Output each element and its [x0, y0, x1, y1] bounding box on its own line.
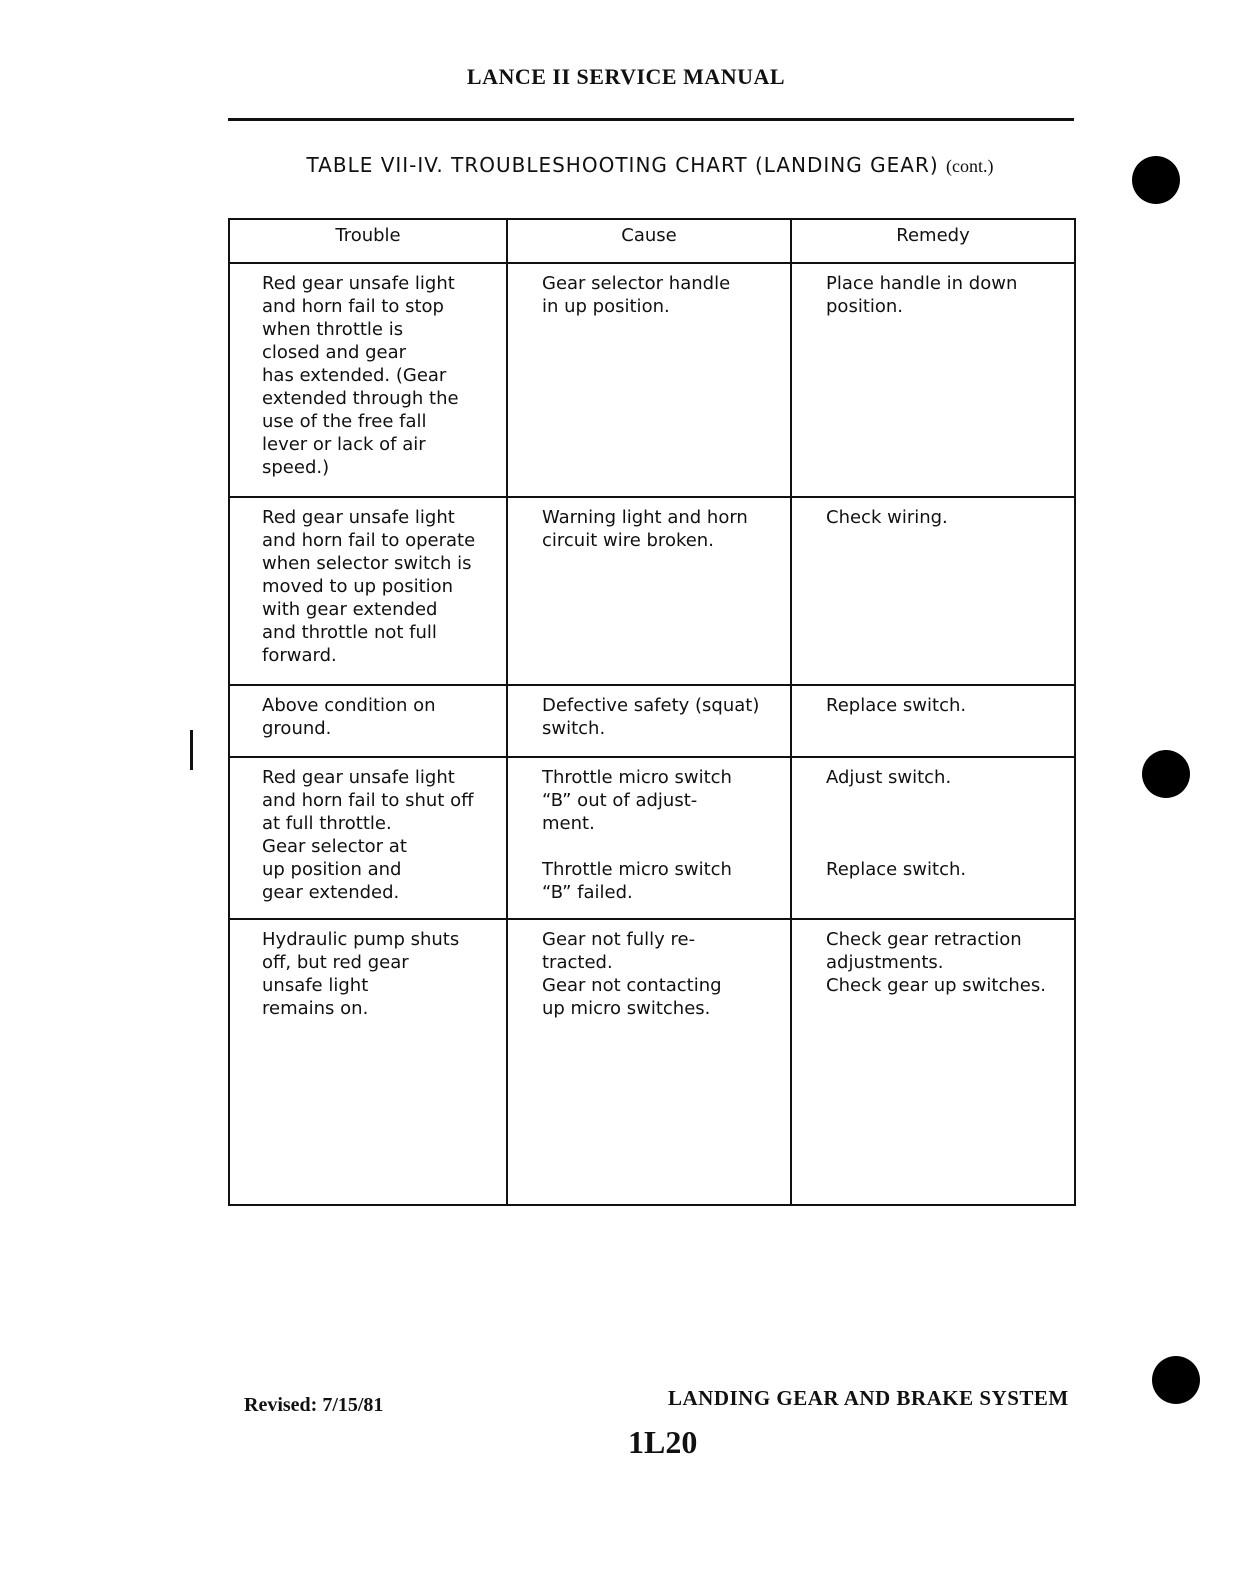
cause-cell: [507, 757, 791, 919]
cause-cell: [507, 497, 791, 685]
table-row: [229, 497, 1075, 685]
page-number: 1L20: [628, 1424, 698, 1460]
trouble-text: Red gear unsafe light and horn fail to stop when throttle is closed and gear has extended. (Gear extended through the use of the free fall lever or lack of air speed.): [262, 273, 459, 478]
table-header-row: [229, 219, 1075, 263]
remedy-cell: [791, 497, 1075, 685]
trouble-text: Red gear unsafe light and horn fail to operate when selector switch is moved to up position with gear extended and throttle not full forward.: [262, 507, 476, 666]
remedy-text: Adjust switch. Replace switch.: [826, 767, 967, 880]
table-caption-cont: (cont.): [946, 156, 994, 176]
binder-hole-top: [1132, 156, 1180, 204]
cause-text: Gear not fully re- tracted. Gear not contacting up micro switches.: [542, 929, 722, 1019]
cause-text: Throttle micro switch “B” out of adjust- ment. Throttle micro switch “B” failed.: [542, 767, 732, 903]
table-row: [229, 919, 1075, 1205]
cause-text: Defective safety (squat) switch.: [542, 695, 760, 739]
cause-cell: [507, 919, 791, 1205]
table-row: [229, 685, 1075, 757]
trouble-text: Above condition on ground.: [262, 695, 436, 739]
table-caption-text: TABLE VII-IV. TROUBLESHOOTING CHART (LANDING GEAR): [306, 153, 939, 177]
binder-hole-bottom: [1152, 1356, 1200, 1404]
trouble-text: Hydraulic pump shuts off, but red gear unsafe light remains on.: [262, 929, 460, 1019]
trouble-text: Red gear unsafe light and horn fail to shut off at full throttle. Gear selector at up position and gear extended.: [262, 767, 474, 903]
remedy-cell: [791, 757, 1075, 919]
page-header-title: LANCE II SERVICE MANUAL: [466, 64, 786, 89]
remedy-cell: [791, 685, 1075, 757]
column-header-remedy: Remedy: [791, 219, 1075, 263]
table-row: [229, 263, 1075, 497]
trouble-cell: [229, 497, 507, 685]
revision-bar: [190, 730, 193, 770]
trouble-cell: [229, 263, 507, 497]
binder-hole-middle: [1142, 750, 1190, 798]
troubleshooting-table: [228, 218, 1076, 1206]
column-header-trouble: Trouble: [229, 219, 507, 263]
remedy-cell: [791, 919, 1075, 1205]
trouble-cell: [229, 919, 507, 1205]
trouble-cell: [229, 685, 507, 757]
cause-cell: [507, 685, 791, 757]
revision-date: Revised: 7/15/81: [244, 1394, 384, 1416]
remedy-text: Check gear retraction adjustments. Check gear up switches.: [826, 929, 1046, 996]
remedy-text: Place handle in down position.: [826, 273, 1018, 317]
section-title: LANDING GEAR AND BRAKE SYSTEM: [668, 1386, 1069, 1410]
remedy-cell: [791, 263, 1075, 497]
cause-text: Gear selector handle in up position.: [542, 273, 731, 317]
cause-text: Warning light and horn circuit wire broken.: [542, 507, 748, 551]
header-rule: [228, 118, 1074, 121]
trouble-cell: [229, 757, 507, 919]
remedy-text: Replace switch.: [826, 695, 967, 716]
remedy-text: Check wiring.: [826, 507, 948, 528]
table-caption: [0, 153, 1252, 177]
table-row: [229, 757, 1075, 919]
column-header-cause: Cause: [507, 219, 791, 263]
cause-cell: [507, 263, 791, 497]
